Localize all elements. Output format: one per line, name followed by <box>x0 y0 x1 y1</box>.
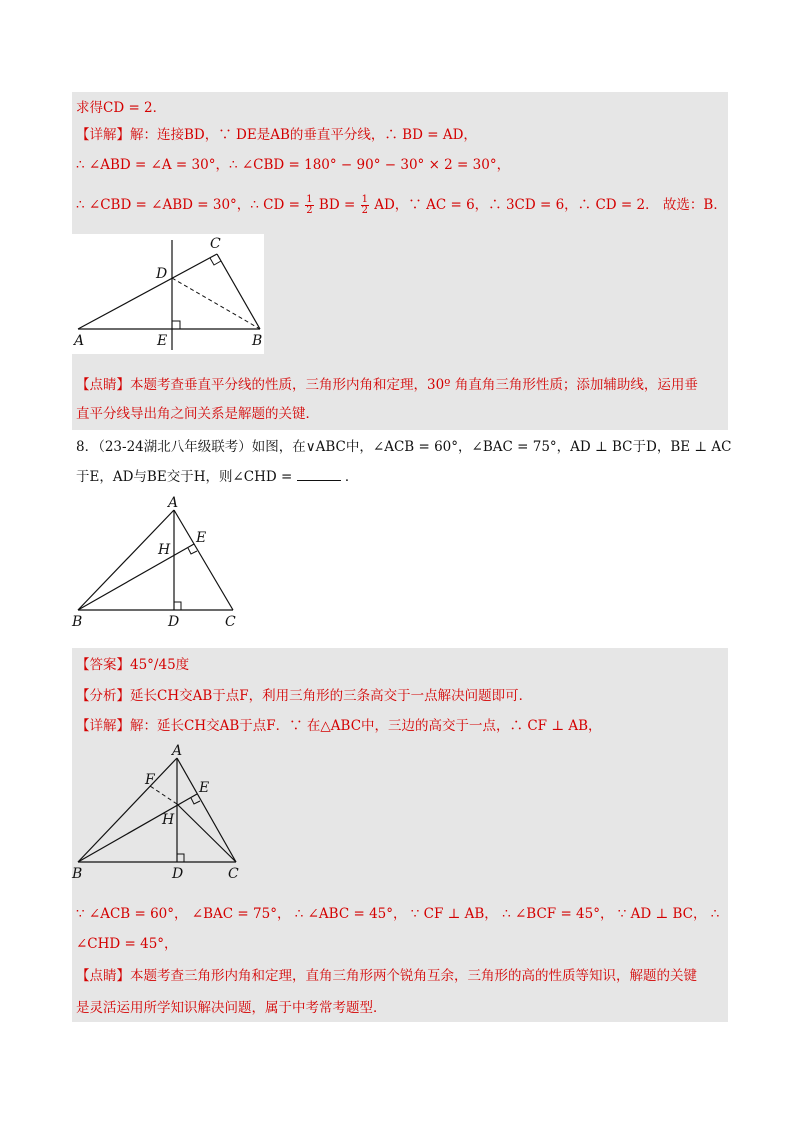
label-H: H <box>158 542 171 558</box>
label-C: C <box>225 614 236 630</box>
detail-line <box>76 716 602 736</box>
comment-tag-2: 【点睛】 <box>76 968 130 984</box>
detail-tag-2: 【详解】 <box>76 718 130 734</box>
answer-text: 45°/45度 <box>130 657 190 673</box>
label-C: C <box>210 236 221 252</box>
detail-line-3-part-b: BD = <box>318 197 356 213</box>
figure-question-8 <box>70 496 250 631</box>
result-line: 求得CD = 2． <box>76 100 167 116</box>
analysis-line <box>76 686 532 706</box>
comment-line-3 <box>76 966 697 986</box>
detail-text-2: 解：延长CH交AB于点F．∵ 在△ABC中，三边的高交于一点，∴ CF ⊥ AB， <box>130 718 602 734</box>
fraction-half-1: $\frac{1}{2}$ <box>306 194 313 216</box>
label-D: D <box>156 266 168 282</box>
label-B: B <box>72 614 83 630</box>
label-E: E <box>199 780 210 796</box>
label-E: E <box>157 333 168 349</box>
label-A: A <box>168 496 179 511</box>
answer-blank <box>297 468 341 481</box>
calc-line-2: ∠CHD = 45°， <box>76 936 178 952</box>
comment-line-4: 是灵活运用所学知识解决问题，属于中考常考题型． <box>76 1000 387 1016</box>
label-F: F <box>145 772 155 788</box>
fraction-half-2: $\frac{1}{2}$ <box>361 194 368 216</box>
detail-line-1 <box>76 125 477 145</box>
comment-text-3: 本题考查三角形内角和定理，直角三角形两个锐角互余，三角形的高的性质等知识，解题的关键 <box>130 968 697 984</box>
detail-line-3 <box>76 190 727 220</box>
label-H: H <box>162 812 175 828</box>
calc-line-1: ∵ ∠ACB = 60°， ∠BAC = 75°， ∴ ∠ABC = 45°， ∵ CF ⊥ AB， ∴ ∠BCF = 45°， ∵ AD ⊥ BC， ∴ <box>76 906 720 922</box>
answer-line <box>76 655 189 675</box>
question-8-end: ． <box>344 469 359 485</box>
label-E: E <box>196 530 207 546</box>
comment-text-1: 本题考查垂直平分线的性质，三角形内角和定理，30º 角直角三角形性质；添加辅助线，运用垂 <box>130 377 698 393</box>
label-B: B <box>252 333 263 349</box>
figure-perpendicular-bisector <box>72 234 264 354</box>
label-B: B <box>72 866 83 882</box>
answer-tag: 【答案】 <box>76 657 130 673</box>
label-D: D <box>168 614 180 630</box>
detail-line-2: ∴ ∠ABD = ∠A = 30°，∴ ∠CBD = 180° − 90° − 30° × 2 = 30°， <box>76 157 511 173</box>
label-A: A <box>74 333 85 349</box>
detail-text: 解：连接BD，∵ DE是AB的垂直平分线，∴ BD = AD， <box>130 127 477 143</box>
detail-line-3-part-c: AD，∵ AC = 6，∴ 3CD = 6，∴ CD = 2． 故选：B． <box>374 197 727 213</box>
label-A: A <box>172 743 183 759</box>
analysis-text: 延长CH交AB于点F，利用三角形的三条高交于一点解决问题即可． <box>130 688 533 704</box>
detail-line-3-part-a: ∴ ∠CBD = ∠ABD = 30°，∴ CD = <box>76 197 300 213</box>
label-C: C <box>228 866 239 882</box>
question-8-line-2 <box>76 467 358 487</box>
label-D: D <box>172 866 184 882</box>
question-8-line-1: 8．（23-24湖北八年级联考）如图，在∨ABC中，∠ACB = 60°，∠BAC = 75°，AD ⊥ BC于D，BE ⊥ AC <box>76 439 732 455</box>
figure-answer-8 <box>70 742 250 884</box>
question-8-text: 于E，AD与BE交于H，则∠CHD = <box>76 469 293 485</box>
comment-line-2: 直平分线导出角之间关系是解题的关键． <box>76 406 319 422</box>
detail-tag: 【详解】 <box>76 127 130 143</box>
comment-line-1 <box>76 375 698 395</box>
analysis-tag: 【分析】 <box>76 688 130 704</box>
comment-tag: 【点睛】 <box>76 377 130 393</box>
